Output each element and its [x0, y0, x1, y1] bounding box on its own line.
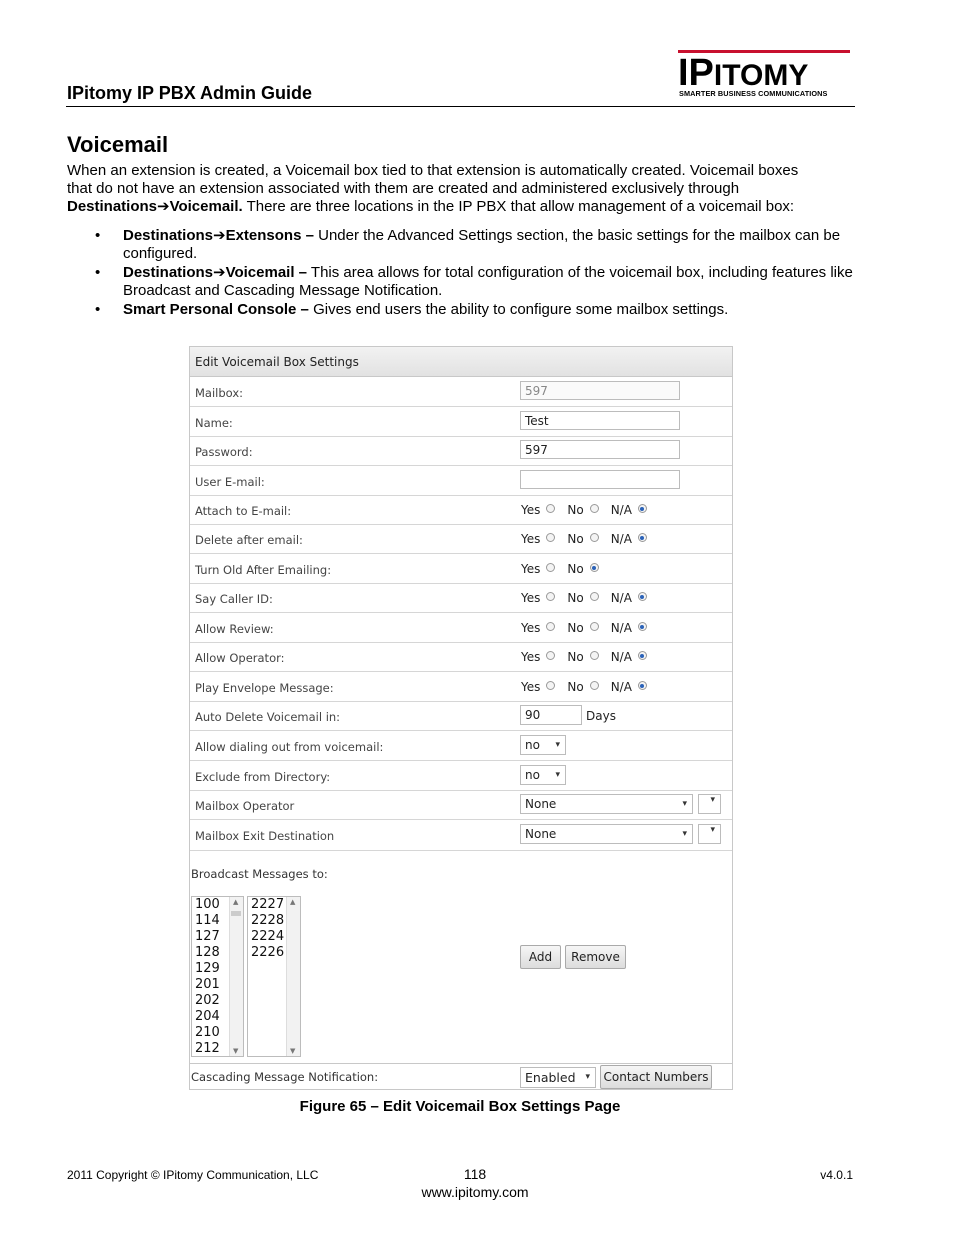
logo-text-small: ITOMY	[713, 59, 809, 92]
logo-text-big: IP	[678, 52, 714, 94]
contact-numbers-button[interactable]: Contact Numbers	[600, 1065, 712, 1089]
delete-after-email-radios: Yes No N/A	[521, 532, 659, 546]
scrollbar[interactable]	[229, 897, 243, 1056]
email-row	[190, 466, 732, 496]
list-item[interactable]: 202	[195, 993, 220, 1008]
name-input[interactable]: Test	[520, 411, 680, 430]
remove-button[interactable]: Remove	[565, 945, 626, 969]
mailbox-operator-select[interactable]: None ▾	[520, 794, 693, 814]
footer-website[interactable]: www.ipitomy.com	[421, 1184, 529, 1200]
bullet-text: This area allows for total configuration of the voicemail box, including features like Broadcast and Cascading Message Notification.	[123, 264, 853, 299]
list-item[interactable]: 127	[195, 929, 220, 944]
list-item[interactable]: 2226	[251, 945, 285, 960]
delete-after-email-label: Delete after email:	[195, 533, 303, 547]
bullet-bold: Destinations➔Voicemail –	[123, 264, 308, 281]
exclude-directory-label: Exclude from Directory:	[195, 770, 331, 784]
available-extensions-list[interactable]	[191, 896, 244, 1057]
exclude-directory-row	[190, 761, 732, 791]
radio-yes[interactable]	[546, 504, 555, 513]
turn-old-label: Turn Old After Emailing:	[195, 563, 332, 577]
scrollbar[interactable]	[286, 897, 300, 1056]
section-title: Voicemail	[67, 132, 169, 157]
say-caller-id-radios: Yes No N/A	[521, 591, 659, 605]
header-divider	[66, 106, 855, 107]
mailbox-operator-label: Mailbox Operator	[195, 799, 295, 813]
days-label: Days	[586, 709, 616, 723]
radio-yes[interactable]	[546, 563, 555, 572]
dial-out-select[interactable]: no ▾	[520, 735, 566, 755]
footer-version: v4.0.1	[820, 1168, 853, 1182]
radio-yes[interactable]	[546, 533, 555, 542]
list-item[interactable]: 2224	[251, 929, 285, 944]
play-envelope-radios: Yes No N/A	[521, 680, 659, 694]
intro-paragraph	[67, 162, 867, 216]
auto-delete-row	[190, 701, 732, 731]
list-item[interactable]: 2228	[251, 913, 285, 928]
list-item[interactable]: 201	[195, 977, 220, 992]
list-item[interactable]: 204	[195, 1009, 220, 1024]
radio-na[interactable]	[638, 592, 647, 601]
intro-bold-path: Destinations➔Voicemail.	[67, 198, 243, 215]
turn-old-row	[190, 554, 732, 584]
radio-na[interactable]	[638, 651, 647, 660]
exit-destination-row	[190, 820, 732, 851]
auto-delete-input[interactable]: 90	[520, 705, 582, 725]
exclude-directory-select[interactable]: no ▾	[520, 765, 566, 785]
scroll-down-icon[interactable]: ▼	[290, 1047, 296, 1055]
bullet-list	[67, 227, 867, 320]
say-caller-id-label: Say Caller ID:	[195, 592, 273, 606]
list-item[interactable]: 100	[195, 897, 220, 912]
footer-center	[380, 1165, 570, 1201]
attach-email-radios: Yes No N/A	[521, 503, 659, 517]
add-button[interactable]: Add	[520, 945, 561, 969]
footer-copyright: 2011 Copyright © IPitomy Communication, LLC	[67, 1168, 319, 1182]
broadcast-label: Broadcast Messages to:	[191, 867, 328, 881]
cascading-row	[190, 1063, 732, 1090]
scroll-up-icon[interactable]: ▲	[290, 898, 296, 906]
mailbox-input[interactable]: 597	[520, 381, 680, 400]
scroll-thumb[interactable]	[231, 911, 241, 916]
figure-caption: Figure 65 – Edit Voicemail Box Settings Page	[299, 1098, 621, 1115]
turn-old-radios: Yes No	[521, 562, 611, 576]
cascading-select[interactable]: Enabled ▾	[520, 1067, 596, 1088]
radio-na[interactable]	[638, 504, 647, 513]
radio-no[interactable]	[590, 533, 599, 542]
list-item[interactable]: 210	[195, 1025, 220, 1040]
intro-line-3	[67, 198, 867, 216]
email-input[interactable]	[520, 470, 680, 489]
form-header	[190, 347, 732, 377]
list-item: • Destinations➔Extensons – Under the Advanced Settings section, the basic settings for the mailbox can be configured.	[95, 227, 841, 262]
name-row	[190, 407, 732, 437]
allow-operator-label: Allow Operator:	[195, 651, 285, 665]
radio-no[interactable]	[590, 504, 599, 513]
email-label: User E-mail:	[195, 475, 265, 489]
attach-email-row	[190, 495, 732, 525]
radio-no[interactable]	[590, 622, 599, 631]
allow-operator-radios: Yes No N/A	[521, 650, 659, 664]
list-item: • Destinations➔Voicemail – This area allows for total configuration of the voicemail box, including features like Broadcast and Cascading Message Notification.	[95, 264, 853, 299]
radio-na[interactable]	[638, 622, 647, 631]
list-item: • Smart Personal Console – Gives end users the ability to configure some mailbox settings.	[95, 301, 729, 318]
list-item[interactable]: 129	[195, 961, 220, 976]
play-envelope-row	[190, 672, 732, 702]
intro-line-2: that do not have an extension associated with them are created and administered exclusively through	[67, 180, 740, 197]
allow-review-label: Allow Review:	[195, 622, 274, 636]
radio-yes[interactable]	[546, 622, 555, 631]
mailbox-operator-row	[190, 790, 732, 820]
broadcast-extensions-list[interactable]	[247, 896, 301, 1057]
allow-review-row	[190, 613, 732, 643]
mailbox-row	[190, 377, 732, 407]
password-label: Password:	[195, 445, 253, 459]
radio-yes[interactable]	[546, 681, 555, 690]
logo-tagline: SMARTER BUSINESS COMMUNICATIONS	[679, 89, 828, 98]
list-item[interactable]: 128	[195, 945, 220, 960]
radio-no[interactable]	[590, 651, 599, 660]
bullet-bold: Smart Personal Console –	[123, 301, 309, 318]
say-caller-id-row	[190, 583, 732, 613]
radio-no[interactable]	[590, 592, 599, 601]
dial-out-label: Allow dialing out from voicemail:	[195, 740, 384, 754]
radio-yes[interactable]	[546, 651, 555, 660]
delete-after-email-row	[190, 524, 732, 554]
intro-rest: There are three locations in the IP PBX that allow management of a voicemail box:	[242, 198, 795, 215]
radio-na[interactable]	[638, 533, 647, 542]
password-input[interactable]: 597	[520, 440, 680, 459]
exit-destination-label: Mailbox Exit Destination	[195, 829, 335, 843]
company-logo	[678, 50, 850, 100]
name-label: Name:	[195, 416, 233, 430]
exit-destination-subselect[interactable]	[698, 824, 721, 844]
voicemail-settings-form	[189, 346, 733, 1090]
exit-destination-select[interactable]: None ▾	[520, 824, 693, 844]
allow-review-radios: Yes No N/A	[521, 621, 659, 635]
list-item[interactable]: 2227	[251, 897, 285, 912]
attach-email-label: Attach to E-mail:	[195, 504, 292, 518]
dial-out-row	[190, 731, 732, 761]
play-envelope-label: Play Envelope Message:	[195, 681, 334, 695]
radio-no[interactable]	[590, 563, 599, 572]
allow-operator-row	[190, 642, 732, 672]
bullet-text: Under the Advanced Settings section, the basic settings for the mailbox can be configured.	[123, 227, 841, 262]
intro-line-1: When an extension is created, a Voicemail box tied to that extension is automatically created. Voicemail boxes	[67, 162, 799, 179]
list-item[interactable]: 212	[195, 1041, 220, 1056]
form-heading: Edit Voicemail Box Settings	[195, 355, 359, 369]
radio-yes[interactable]	[546, 592, 555, 601]
guide-title: IPitomy IP PBX Admin Guide	[67, 83, 313, 103]
radio-na[interactable]	[638, 681, 647, 690]
scroll-down-icon[interactable]: ▼	[233, 1047, 239, 1055]
list-item[interactable]: 114	[195, 913, 220, 928]
bullet-bold: Destinations➔Extensons –	[123, 227, 314, 244]
mailbox-operator-subselect[interactable]	[698, 794, 721, 814]
scroll-up-icon[interactable]: ▲	[233, 898, 239, 906]
radio-no[interactable]	[590, 681, 599, 690]
password-row	[190, 436, 732, 466]
bullet-text: Gives end users the ability to configure some mailbox settings.	[308, 301, 729, 318]
page-number: 118	[463, 1166, 487, 1182]
cascading-label: Cascading Message Notification:	[191, 1070, 379, 1084]
auto-delete-label: Auto Delete Voicemail in:	[195, 710, 341, 724]
mailbox-label: Mailbox:	[195, 386, 244, 400]
